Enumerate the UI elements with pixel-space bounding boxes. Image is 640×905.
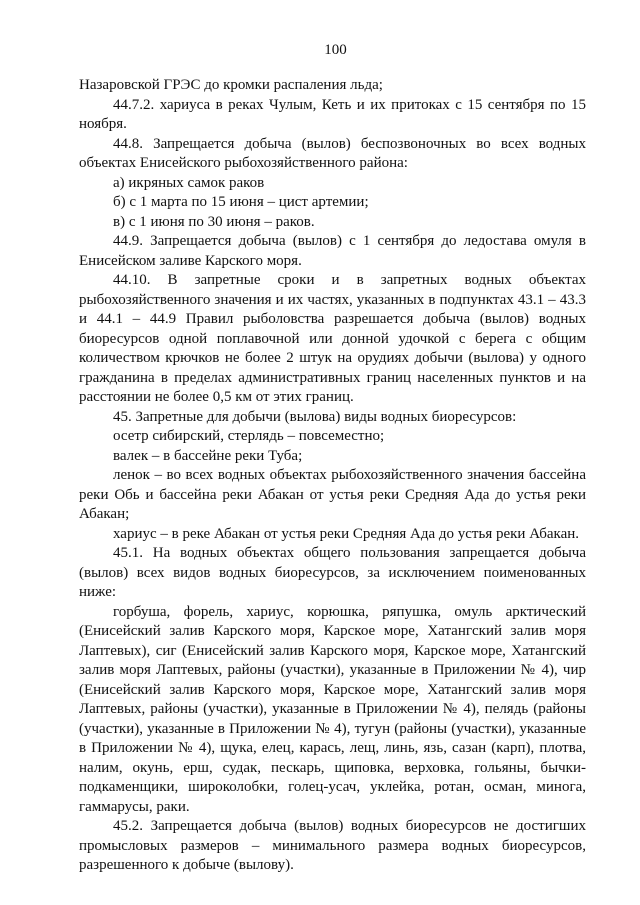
paragraph-45-sturgeon: осетр сибирский, стерлядь – повсеместно; — [113, 428, 385, 444]
list-item-a: а) икряных самок раков — [113, 174, 265, 191]
paragraph-45: 45. Запретные для добычи (вылова) виды водных биоресурсов: — [113, 408, 517, 425]
paragraph-44-10: 44.10. В запретные сроки и в запретных водных объектах рыбохозяйственного значения и их частях, указанных в подпунктах 43.1 – 43.3 и 44.1 – 44.9 Правил рыболовства разрешается добыча (вылов) водных биоресурсов одной поплавочной или донной удочкой с берега с общим количеством крючков не более 2 штук на орудиях добычи (вылова) у одного гражданина в пределах административных границ населенных пунктов и на расстоянии не более 0,5 км от этих границ. — [79, 272, 586, 405]
list-item-b: б) с 1 марта по 15 июня – цист артемии; — [113, 194, 369, 210]
list-item-v: в) с 1 июня по 30 июня – раков. — [113, 213, 315, 230]
page-number: 100 — [324, 42, 347, 58]
paragraph-45-valek: валек – в бассейне реки Туба; — [113, 447, 303, 464]
paragraph-45-1-species: горбуша, форель, хариус, корюшка, ряпушка, омуль арктический (Енисейский залив Карского моря, Карское море, Хатангский залив моря Лаптевых), сиг (Енисейский залив Карского моря, Карское море, Хатангский залив моря Лаптевых, районы (участки), указанные в Приложении № 4), чир (Енисейский залив Карского моря, Карское море, Хатангский залив моря Лаптевых, районы (участки), указанные в Приложении № 4), пелядь (районы (участки), указанные в Приложении № 4), тугун (районы (участки), указанные в Приложении № 4), щука, елец, карась, лещ, линь, язь, сазан (карп), плотва, налим, окунь, ерш, судак, пескарь, щиповка, верховка, гольяны, бычки-подкаменщики, широколобки, голец-усач, уклейка, ротан, осман, минога, гаммарусы, раки. — [79, 603, 586, 815]
paragraph-44-9: 44.9. Запрещается добыча (вылов) с 1 сентября до ледостава омуля в Енисейском заливе Карского моря. — [79, 233, 586, 269]
paragraph-44-7-2: 44.7.2. хариуса в реках Чулым, Кеть и их притоках с 15 сентября по 15 ноября. — [79, 96, 586, 132]
paragraph-45-grayling: хариус – в реке Абакан от устья реки Средняя Ада до устья реки Абакан. — [113, 525, 580, 542]
paragraph-45-2: 45.2. Запрещается добыча (вылов) водных биоресурсов не достигших промысловых размеров – минимального размера водных биоресурсов, разрешенного к добыче (вылову). — [79, 818, 586, 873]
paragraph-44-8: 44.8. Запрещается добыча (вылов) беспозвоночных во всех водных объектах Енисейского рыбохозяйственного района: — [79, 135, 586, 171]
paragraph-continuation: Назаровской ГРЭС до кромки распаления льда; — [79, 77, 383, 93]
paragraph-45-1: 45.1. На водных объектах общего пользования запрещается добыча (вылов) всех видов водных биоресурсов, за исключением поименованных ниже: — [79, 545, 586, 600]
paragraph-45-lenok: ленок – во всех водных объектах рыбохозяйственного значения бассейна реки Обь и бассейна реки Абакан от устья реки Средняя Ада до устья реки Абакан; — [79, 467, 586, 522]
document-body — [79, 76, 586, 876]
